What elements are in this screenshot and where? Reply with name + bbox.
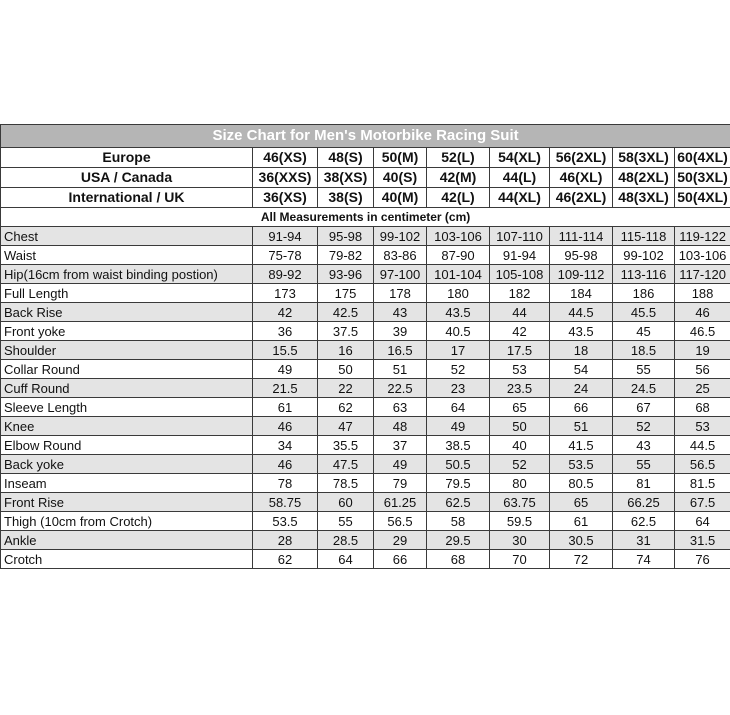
size-cell: 46(2XL) [550, 188, 613, 208]
measurement-cell: 66 [550, 398, 613, 417]
measurement-cell: 46 [253, 417, 318, 436]
size-cell: 56(2XL) [550, 148, 613, 168]
measurement-cell: 53.5 [253, 512, 318, 531]
measurement-label: Waist [1, 246, 253, 265]
measurement-cell: 17 [427, 341, 490, 360]
measurement-cell: 66 [374, 550, 427, 569]
size-system-label: International / UK [1, 188, 253, 208]
measurement-cell: 91-94 [253, 227, 318, 246]
size-cell: 50(3XL) [675, 168, 730, 188]
measurement-row [1, 531, 730, 550]
measurement-cell: 70 [490, 550, 550, 569]
measurement-label: Back yoke [1, 455, 253, 474]
measurement-cell: 65 [550, 493, 613, 512]
measurement-cell: 64 [318, 550, 374, 569]
size-cell: 60(4XL) [675, 148, 730, 168]
measurement-cell: 53 [490, 360, 550, 379]
size-cell: 36(XXS) [253, 168, 318, 188]
measurement-cell: 78.5 [318, 474, 374, 493]
measurement-label: Collar Round [1, 360, 253, 379]
measurement-cell: 41.5 [550, 436, 613, 455]
measurement-cell: 109-112 [550, 265, 613, 284]
measurement-cell: 40.5 [427, 322, 490, 341]
size-cell: 46(XS) [253, 148, 318, 168]
measurement-label: Inseam [1, 474, 253, 493]
measurement-cell: 35.5 [318, 436, 374, 455]
measurement-label: Chest [1, 227, 253, 246]
measurement-cell: 87-90 [427, 246, 490, 265]
measurement-cell: 54 [550, 360, 613, 379]
measurement-row [1, 265, 730, 284]
measurement-cell: 188 [675, 284, 730, 303]
measurement-cell: 31.5 [675, 531, 730, 550]
measurement-cell: 15.5 [253, 341, 318, 360]
measurement-cell: 65 [490, 398, 550, 417]
measurement-cell: 61 [253, 398, 318, 417]
measurement-cell: 34 [253, 436, 318, 455]
size-row [1, 188, 730, 208]
measurement-cell: 75-78 [253, 246, 318, 265]
measurement-cell: 18 [550, 341, 613, 360]
measurement-cell: 182 [490, 284, 550, 303]
measurement-cell: 113-116 [613, 265, 675, 284]
measurement-cell: 173 [253, 284, 318, 303]
measurement-cell: 64 [427, 398, 490, 417]
measurement-cell: 62 [253, 550, 318, 569]
measurement-cell: 31 [613, 531, 675, 550]
measurement-cell: 49 [253, 360, 318, 379]
measurement-cell: 55 [318, 512, 374, 531]
measurement-cell: 52 [613, 417, 675, 436]
measurement-cell: 58.75 [253, 493, 318, 512]
measurement-row [1, 417, 730, 436]
measurement-cell: 39 [374, 322, 427, 341]
measurement-cell: 52 [490, 455, 550, 474]
measurement-cell: 42 [253, 303, 318, 322]
measurement-cell: 43 [374, 303, 427, 322]
size-cell: 44(XL) [490, 188, 550, 208]
measurement-label: Sleeve Length [1, 398, 253, 417]
measurement-cell: 80 [490, 474, 550, 493]
measurement-cell: 184 [550, 284, 613, 303]
measurement-cell: 117-120 [675, 265, 730, 284]
measurement-row [1, 360, 730, 379]
size-cell: 50(M) [374, 148, 427, 168]
measurement-cell: 74 [613, 550, 675, 569]
measurement-label: Cuff Round [1, 379, 253, 398]
chart-title: Size Chart for Men's Motorbike Racing Suit [1, 125, 730, 148]
size-system-label: USA / Canada [1, 168, 253, 188]
measurement-cell: 99-102 [374, 227, 427, 246]
size-system-label: Europe [1, 148, 253, 168]
title-row [1, 125, 730, 148]
size-cell: 48(2XL) [613, 168, 675, 188]
size-cell: 54(XL) [490, 148, 550, 168]
size-cell: 40(S) [374, 168, 427, 188]
measurement-cell: 18.5 [613, 341, 675, 360]
measurement-row [1, 227, 730, 246]
measurement-cell: 64 [675, 512, 730, 531]
measurement-cell: 22.5 [374, 379, 427, 398]
measurement-cell: 42.5 [318, 303, 374, 322]
units-note: All Measurements in centimeter (cm) [1, 208, 730, 227]
measurement-cell: 61.25 [374, 493, 427, 512]
measurement-cell: 63 [374, 398, 427, 417]
measurement-cell: 43.5 [427, 303, 490, 322]
measurement-label: Back Rise [1, 303, 253, 322]
measurement-cell: 81.5 [675, 474, 730, 493]
measurement-cell: 99-102 [613, 246, 675, 265]
measurement-cell: 61 [550, 512, 613, 531]
measurement-cell: 53.5 [550, 455, 613, 474]
size-chart-table [0, 124, 730, 569]
measurement-cell: 175 [318, 284, 374, 303]
measurement-cell: 80.5 [550, 474, 613, 493]
measurement-cell: 49 [374, 455, 427, 474]
measurement-row [1, 341, 730, 360]
measurement-cell: 97-100 [374, 265, 427, 284]
measurement-cell: 76 [675, 550, 730, 569]
measurement-cell: 46 [675, 303, 730, 322]
measurement-label: Crotch [1, 550, 253, 569]
measurement-cell: 50 [490, 417, 550, 436]
measurement-cell: 115-118 [613, 227, 675, 246]
measurement-cell: 16 [318, 341, 374, 360]
measurement-cell: 89-92 [253, 265, 318, 284]
size-cell: 50(4XL) [675, 188, 730, 208]
measurement-cell: 50.5 [427, 455, 490, 474]
measurement-label: Elbow Round [1, 436, 253, 455]
measurement-label: Knee [1, 417, 253, 436]
measurement-cell: 119-122 [675, 227, 730, 246]
measurement-cell: 46.5 [675, 322, 730, 341]
measurement-row [1, 246, 730, 265]
size-cell: 38(S) [318, 188, 374, 208]
measurement-label: Shoulder [1, 341, 253, 360]
size-cell: 58(3XL) [613, 148, 675, 168]
measurement-cell: 44.5 [550, 303, 613, 322]
measurement-cell: 111-114 [550, 227, 613, 246]
measurement-cell: 60 [318, 493, 374, 512]
measurement-cell: 23.5 [490, 379, 550, 398]
measurement-row [1, 550, 730, 569]
size-cell: 44(L) [490, 168, 550, 188]
measurement-row [1, 284, 730, 303]
measurement-cell: 42 [490, 322, 550, 341]
measurement-row [1, 455, 730, 474]
measurement-cell: 30.5 [550, 531, 613, 550]
measurement-cell: 56.5 [374, 512, 427, 531]
measurement-cell: 107-110 [490, 227, 550, 246]
measurement-cell: 44.5 [675, 436, 730, 455]
measurement-cell: 21.5 [253, 379, 318, 398]
measurement-cell: 29 [374, 531, 427, 550]
measurement-cell: 93-96 [318, 265, 374, 284]
measurement-cell: 59.5 [490, 512, 550, 531]
measurement-cell: 44 [490, 303, 550, 322]
measurement-cell: 62.5 [613, 512, 675, 531]
measurement-cell: 49 [427, 417, 490, 436]
size-cell: 52(L) [427, 148, 490, 168]
measurement-cell: 47 [318, 417, 374, 436]
size-cell: 38(XS) [318, 168, 374, 188]
measurement-cell: 23 [427, 379, 490, 398]
size-cell: 48(S) [318, 148, 374, 168]
measurement-row [1, 379, 730, 398]
measurement-cell: 52 [427, 360, 490, 379]
measurement-cell: 95-98 [550, 246, 613, 265]
measurement-label: Ankle [1, 531, 253, 550]
measurement-cell: 103-106 [427, 227, 490, 246]
measurement-cell: 178 [374, 284, 427, 303]
units-note-row [1, 208, 730, 227]
measurement-cell: 43 [613, 436, 675, 455]
size-cell: 46(XL) [550, 168, 613, 188]
measurement-cell: 79 [374, 474, 427, 493]
size-cell: 40(M) [374, 188, 427, 208]
measurement-row [1, 322, 730, 341]
measurement-cell: 68 [675, 398, 730, 417]
measurement-cell: 47.5 [318, 455, 374, 474]
measurement-cell: 62.5 [427, 493, 490, 512]
size-cell: 42(M) [427, 168, 490, 188]
measurement-cell: 19 [675, 341, 730, 360]
measurement-cell: 53 [675, 417, 730, 436]
size-cell: 36(XS) [253, 188, 318, 208]
size-cell: 42(L) [427, 188, 490, 208]
measurement-cell: 81 [613, 474, 675, 493]
measurement-cell: 58 [427, 512, 490, 531]
measurement-cell: 51 [550, 417, 613, 436]
measurement-cell: 105-108 [490, 265, 550, 284]
measurement-row [1, 474, 730, 493]
measurement-row [1, 303, 730, 322]
measurement-cell: 37 [374, 436, 427, 455]
measurement-row [1, 512, 730, 531]
measurement-cell: 28.5 [318, 531, 374, 550]
measurement-cell: 55 [613, 455, 675, 474]
measurement-cell: 95-98 [318, 227, 374, 246]
measurement-cell: 40 [490, 436, 550, 455]
measurement-cell: 45 [613, 322, 675, 341]
measurement-cell: 68 [427, 550, 490, 569]
measurement-cell: 24 [550, 379, 613, 398]
measurement-cell: 17.5 [490, 341, 550, 360]
measurement-cell: 103-106 [675, 246, 730, 265]
measurement-cell: 48 [374, 417, 427, 436]
measurement-cell: 37.5 [318, 322, 374, 341]
measurement-row [1, 436, 730, 455]
measurement-row [1, 493, 730, 512]
measurement-label: Front yoke [1, 322, 253, 341]
measurement-cell: 51 [374, 360, 427, 379]
measurement-cell: 180 [427, 284, 490, 303]
measurement-cell: 46 [253, 455, 318, 474]
size-row [1, 148, 730, 168]
measurement-label: Thigh (10cm from Crotch) [1, 512, 253, 531]
measurement-cell: 22 [318, 379, 374, 398]
size-cell: 48(3XL) [613, 188, 675, 208]
measurement-cell: 78 [253, 474, 318, 493]
measurement-cell: 63.75 [490, 493, 550, 512]
measurement-cell: 25 [675, 379, 730, 398]
measurement-row [1, 398, 730, 417]
measurement-cell: 79.5 [427, 474, 490, 493]
measurement-label: Hip(16cm from waist binding postion) [1, 265, 253, 284]
measurement-cell: 43.5 [550, 322, 613, 341]
measurement-cell: 186 [613, 284, 675, 303]
measurement-label: Front Rise [1, 493, 253, 512]
measurement-cell: 29.5 [427, 531, 490, 550]
measurement-cell: 67.5 [675, 493, 730, 512]
measurement-cell: 30 [490, 531, 550, 550]
measurement-cell: 62 [318, 398, 374, 417]
measurement-cell: 67 [613, 398, 675, 417]
measurement-cell: 101-104 [427, 265, 490, 284]
measurement-cell: 66.25 [613, 493, 675, 512]
measurement-cell: 79-82 [318, 246, 374, 265]
measurement-cell: 28 [253, 531, 318, 550]
measurement-cell: 72 [550, 550, 613, 569]
measurement-cell: 56 [675, 360, 730, 379]
measurement-label: Full Length [1, 284, 253, 303]
measurement-cell: 45.5 [613, 303, 675, 322]
size-row [1, 168, 730, 188]
measurement-cell: 38.5 [427, 436, 490, 455]
measurement-cell: 55 [613, 360, 675, 379]
measurement-cell: 36 [253, 322, 318, 341]
measurement-cell: 16.5 [374, 341, 427, 360]
measurement-cell: 56.5 [675, 455, 730, 474]
measurement-cell: 83-86 [374, 246, 427, 265]
measurement-cell: 91-94 [490, 246, 550, 265]
measurement-cell: 50 [318, 360, 374, 379]
measurement-cell: 24.5 [613, 379, 675, 398]
